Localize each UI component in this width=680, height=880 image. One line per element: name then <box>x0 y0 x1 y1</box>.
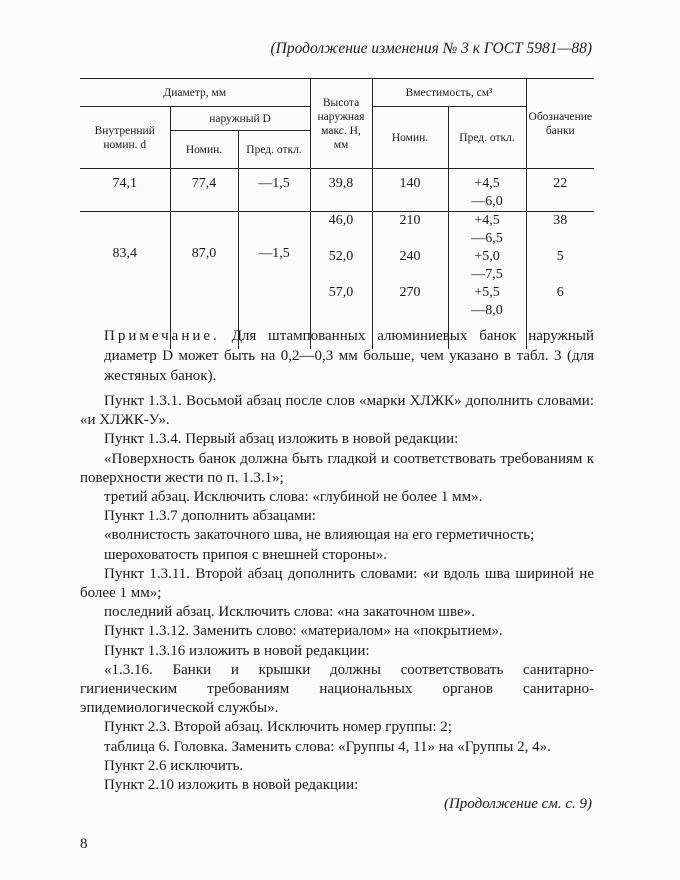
cell-inner: 74,1 <box>112 176 137 191</box>
sub-value: 270 <box>399 285 421 300</box>
cell-height: 39,8 <box>310 169 372 212</box>
paragraph: Пункт 2.6 исключить. <box>104 757 244 774</box>
paragraph: «волнистость закаточного шва, не влияющая на его герметичность; <box>104 527 535 544</box>
sub-value: 5 <box>556 249 564 264</box>
header-inner-diameter: Внутренний номин. d <box>94 124 155 151</box>
cell-capacity-tolerance <box>448 169 526 212</box>
dimensions-table <box>80 78 594 349</box>
paragraph: Пункт 2.10 изложить в новой редакции: <box>104 777 359 794</box>
amendment-text <box>80 392 594 795</box>
continuation-footer: (Продолжение см. с. 9) <box>443 796 592 812</box>
cell-can-code: 22 <box>526 169 594 212</box>
header-outer-diameter: наружный D <box>170 107 310 131</box>
paragraph: Пункт 1.3.7 дополнить абзацами: <box>104 508 316 525</box>
cell-outer-nominal: 77,4 <box>170 169 238 212</box>
header-outer-tolerance: Пред. откл. <box>238 131 310 169</box>
tolerance-minus: —6,5 <box>471 231 503 246</box>
tolerance-plus: +5,0 <box>474 249 500 264</box>
tolerance-plus: +4,5 <box>474 176 500 191</box>
paragraph: таблица 6. Головка. Заменить слова: «Группы 4, 11» на «Группы 2, 4». <box>104 738 551 755</box>
tolerance-plus: +5,5 <box>474 285 500 300</box>
paragraph: шероховатость припоя с внешней стороны». <box>104 546 387 563</box>
cell-inner: 83,4 <box>112 246 137 261</box>
paragraph: Пункт 1.3.11. Второй абзац дополнить словами: «и вдоль шва шириной не более 1 мм»; <box>80 565 594 602</box>
paragraph: Пункт 2.3. Второй абзац. Исключить номер группы: 2; <box>104 719 452 736</box>
tolerance-minus: —8,0 <box>471 303 503 318</box>
header-capacity-nominal: Номин. <box>372 107 448 169</box>
note-label: Примечание. <box>104 328 220 344</box>
sub-value: 52,0 <box>328 249 354 264</box>
sub-value: 57,0 <box>328 285 354 300</box>
continuation-header: (Продолжение изменения № 3 к ГОСТ 5981—88) <box>270 40 592 57</box>
table-row <box>80 169 594 212</box>
paragraph: последний абзац. Исключить слова: «на закаточном шве». <box>104 604 475 621</box>
cell-outer-tolerance: —1,5 <box>238 212 310 350</box>
sub-value: 38 <box>553 213 568 228</box>
tolerance-minus: —6,0 <box>471 194 503 209</box>
tolerance-minus: —7,5 <box>471 267 503 282</box>
paragraph: Пункт 1.3.16 изложить в новой редакции: <box>104 642 370 659</box>
page-number: 8 <box>80 836 88 852</box>
paragraph: третий абзац. Исключить слова: «глубиной не более 1 мм». <box>104 489 483 506</box>
header-can-code: Обозначение банки <box>526 79 594 169</box>
table-note <box>80 326 594 386</box>
header-outer-nominal: Номин. <box>170 131 238 169</box>
sub-value: 46,0 <box>328 213 354 228</box>
paragraph: Пункт 1.3.4. Первый абзац изложить в новой редакции: <box>104 431 459 448</box>
sub-value: 210 <box>399 213 421 228</box>
header-height: Высота наружная макс. H, мм <box>310 79 372 169</box>
sub-value: 6 <box>556 285 564 300</box>
paragraph: «1.3.16. Банки и крышки должны соответствовать санитарно-гигиеническим требованиям национальных органов санитарно-эпидемиологической службы». <box>80 661 594 717</box>
sub-value: 240 <box>399 249 421 264</box>
header-capacity: Вместимость, см³ <box>372 79 526 107</box>
cell-outer-tolerance: —1,5 <box>238 169 310 212</box>
header-diameter: Диаметр, мм <box>80 79 310 107</box>
paragraph: «Поверхность банок должна быть гладкой и соответствовать требованиям к поверхности жести по п. 1.3.1»; <box>80 450 594 486</box>
paragraph: Пункт 1.3.1. Восьмой абзац после слов «марки ХЛЖК» дополнить словами: «и ХЛЖК-У». <box>80 393 594 429</box>
tolerance-plus: +4,5 <box>474 213 500 228</box>
paragraph: Пункт 1.3.12. Заменить слово: «материалом» на «покрытием». <box>104 623 503 640</box>
cell-capacity-nominal: 140 <box>372 169 448 212</box>
header-capacity-tolerance: Пред. откл. <box>448 107 526 169</box>
note-text: Для штампованных алюминиевых банок наружный диаметр D может быть на 0,2—0,3 мм больше, чем указано в табл. 3 (для жестяных банок). <box>104 328 594 384</box>
cell-outer-nominal: 87,0 <box>170 212 238 350</box>
